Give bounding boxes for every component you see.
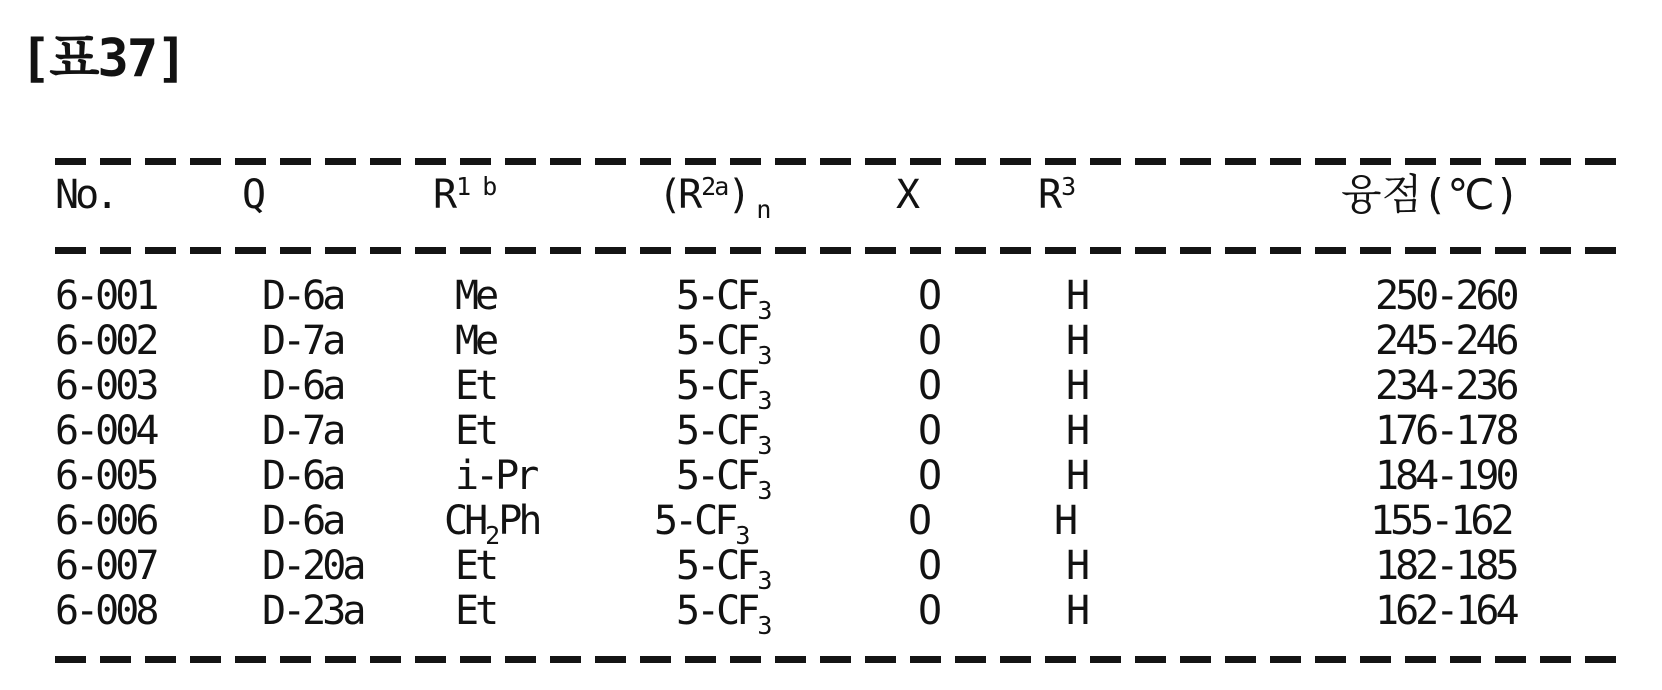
table-row xyxy=(0,363,1662,415)
table-header-rule xyxy=(55,247,1623,254)
table-row xyxy=(0,588,1662,640)
cell-r3: H xyxy=(1066,588,1087,634)
cell-r1b-base: Me xyxy=(455,273,496,319)
header-r3 xyxy=(1038,170,1074,225)
cell-melting-point: 245-246 xyxy=(1375,318,1516,364)
header-no: No. xyxy=(55,172,116,218)
header-r3-base: R xyxy=(1038,172,1059,218)
cell-x: O xyxy=(918,273,939,319)
cell-r2a-base: 5-CF xyxy=(676,588,757,634)
table-row xyxy=(0,318,1662,370)
cell-q: D-7a xyxy=(262,408,343,454)
table-caption: [표37] xyxy=(20,29,186,89)
cell-r2a-n xyxy=(676,274,770,323)
table-bottom-rule xyxy=(55,656,1623,663)
cell-no: 6-004 xyxy=(55,408,156,454)
cell-r2a-n xyxy=(676,409,770,458)
table-row xyxy=(0,273,1662,325)
cell-r1b xyxy=(455,409,496,458)
cell-no: 6-005 xyxy=(55,453,156,499)
cell-r2a-base: 5-CF xyxy=(676,453,757,499)
cell-r3: H xyxy=(1066,453,1087,499)
cell-r1b-subscript: 2 xyxy=(485,521,499,550)
cell-r2a-base: 5-CF xyxy=(654,498,735,544)
cell-q: D-6a xyxy=(262,363,343,409)
table-header-row xyxy=(0,170,1662,224)
cell-r1b-base: Et xyxy=(455,408,496,454)
table-row xyxy=(0,543,1662,595)
cell-r2a-n xyxy=(654,499,748,548)
cell-r1b xyxy=(444,499,538,548)
cell-no: 6-006 xyxy=(55,498,156,544)
cell-x: O xyxy=(918,453,939,499)
cell-r1b-base: CH xyxy=(444,498,485,544)
cell-r1b-base: i-Pr xyxy=(455,453,536,499)
cell-x: O xyxy=(918,543,939,589)
table-row xyxy=(0,498,1662,550)
cell-r1b xyxy=(455,364,496,413)
cell-r2a-subscript: 3 xyxy=(757,566,771,595)
cell-r3: H xyxy=(1066,543,1087,589)
cell-r1b xyxy=(455,589,496,638)
cell-r1b-base: Et xyxy=(455,543,496,589)
cell-r2a-subscript: 3 xyxy=(757,431,771,460)
header-r2a-n xyxy=(658,170,769,225)
cell-r2a-subscript: 3 xyxy=(757,341,771,370)
header-r3-superscript: 3 xyxy=(1061,172,1075,201)
cell-melting-point: 182-185 xyxy=(1375,543,1516,589)
cell-q: D-23a xyxy=(262,588,363,634)
cell-r2a-subscript: 3 xyxy=(757,296,771,325)
cell-r1b xyxy=(455,544,496,593)
cell-r2a-base: 5-CF xyxy=(676,273,757,319)
cell-r3: H xyxy=(1066,273,1087,319)
cell-melting-point: 176-178 xyxy=(1375,408,1516,454)
cell-r2a-n xyxy=(676,364,770,413)
cell-r3: H xyxy=(1066,363,1087,409)
cell-r2a-subscript: 3 xyxy=(735,521,749,550)
cell-x: O xyxy=(918,318,939,364)
header-r2a-superscript: 2a xyxy=(701,172,728,201)
cell-r2a-n xyxy=(676,319,770,368)
cell-melting-point: 155-162 xyxy=(1370,498,1511,544)
cell-melting-point: 234-236 xyxy=(1375,363,1516,409)
cell-no: 6-007 xyxy=(55,543,156,589)
cell-r1b-base: Et xyxy=(455,588,496,634)
cell-r2a-base: 5-CF xyxy=(676,318,757,364)
cell-q: D-6a xyxy=(262,498,343,544)
cell-no: 6-003 xyxy=(55,363,156,409)
cell-r2a-n xyxy=(676,454,770,503)
table-row xyxy=(0,453,1662,505)
cell-no: 6-001 xyxy=(55,273,156,319)
cell-melting-point: 250-260 xyxy=(1375,273,1516,319)
header-r1b-base: R xyxy=(433,172,454,218)
cell-melting-point: 162-164 xyxy=(1375,588,1516,634)
cell-r2a-subscript: 3 xyxy=(757,386,771,415)
cell-x: O xyxy=(918,588,939,634)
table-row xyxy=(0,408,1662,460)
cell-r1b xyxy=(455,274,496,323)
header-q: Q xyxy=(242,172,263,218)
cell-r3: H xyxy=(1066,408,1087,454)
header-r1b-superscript: 1 b xyxy=(456,172,496,201)
header-r2a-open: (R xyxy=(658,172,699,218)
cell-x: O xyxy=(918,408,939,454)
table-top-rule xyxy=(55,158,1623,165)
cell-q: D-6a xyxy=(262,273,343,319)
cell-melting-point: 184-190 xyxy=(1375,453,1516,499)
cell-r2a-n xyxy=(676,589,770,638)
cell-no: 6-008 xyxy=(55,588,156,634)
header-x: X xyxy=(896,172,917,218)
cell-r3: H xyxy=(1054,498,1075,544)
cell-no: 6-002 xyxy=(55,318,156,364)
cell-x: O xyxy=(918,363,939,409)
cell-q: D-20a xyxy=(262,543,363,589)
cell-r2a-base: 5-CF xyxy=(676,408,757,454)
cell-r1b-rest: Ph xyxy=(498,498,539,544)
header-melting-point: 융점(℃) xyxy=(1341,170,1520,219)
header-r1b xyxy=(433,170,495,225)
header-r2a-subscript-n: n xyxy=(756,195,770,224)
cell-r3: H xyxy=(1066,318,1087,364)
cell-r2a-subscript: 3 xyxy=(757,611,771,640)
cell-r1b-base: Me xyxy=(455,318,496,364)
cell-r2a-subscript: 3 xyxy=(757,476,771,505)
cell-q: D-6a xyxy=(262,453,343,499)
cell-r1b-base: Et xyxy=(455,363,496,409)
cell-r1b xyxy=(455,454,536,503)
cell-r2a-base: 5-CF xyxy=(676,543,757,589)
cell-x: O xyxy=(908,498,929,544)
cell-q: D-7a xyxy=(262,318,343,364)
cell-r1b xyxy=(455,319,496,368)
header-r2a-close: ) xyxy=(727,172,748,218)
cell-r2a-base: 5-CF xyxy=(676,363,757,409)
cell-r2a-n xyxy=(676,544,770,593)
